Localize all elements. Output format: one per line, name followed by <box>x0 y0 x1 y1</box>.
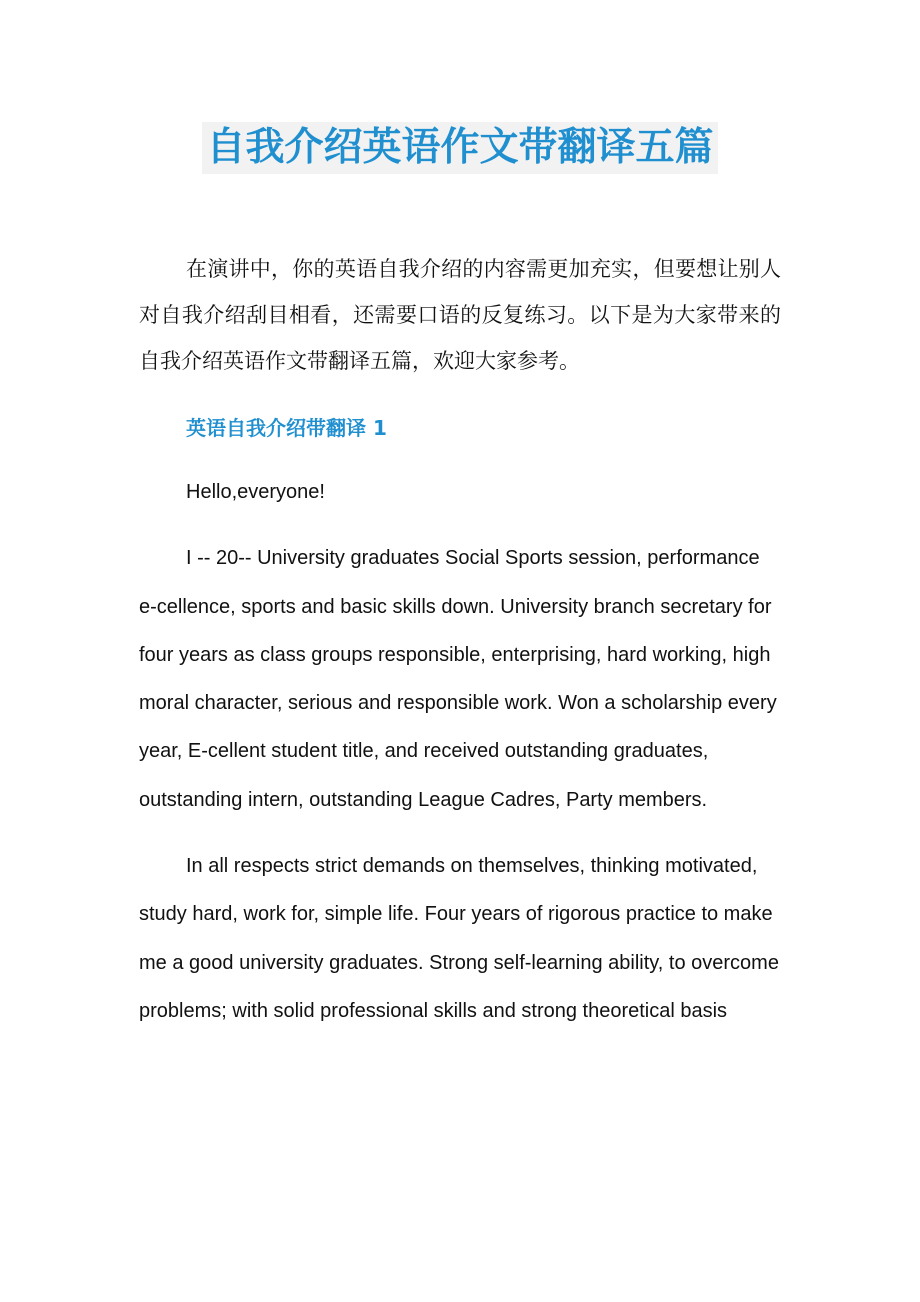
document-body <box>139 246 781 1035</box>
body-paragraph-1: I -- 20-- University graduates Social Sports session, performance e-cellence, sports and basic skills down. University branch secretary for four years as class groups responsible, enterprising, hard working, high moral character, serious and responsible work. Won a scholarship every year, E-cellent student title, and received outstanding graduates, outstanding intern, outstanding League Cadres, Party members. <box>139 547 777 811</box>
body-paragraph-2: In all respects strict demands on themselves, thinking motivated, study hard, work for, simple life. Four years of rigorous practice to make me a good university graduates. Strong self-learning ability, to overcome problems; with solid professional skills and strong theoretical basis <box>139 855 779 1022</box>
intro-paragraph: 在演讲中，你的英语自我介绍的内容需更加充实，但要想让别人对自我介绍刮目相看，还需要口语的反复练习。以下是为大家带来的自我介绍英语作文带翻译五篇，欢迎大家参考。 <box>139 257 781 373</box>
title-container <box>0 122 920 174</box>
document-title: 自我介绍英语作文带翻译五篇 <box>202 122 717 174</box>
section-heading: 英语自我介绍带翻译 1 <box>186 416 387 440</box>
greeting-paragraph: Hello,everyone! <box>186 481 325 503</box>
